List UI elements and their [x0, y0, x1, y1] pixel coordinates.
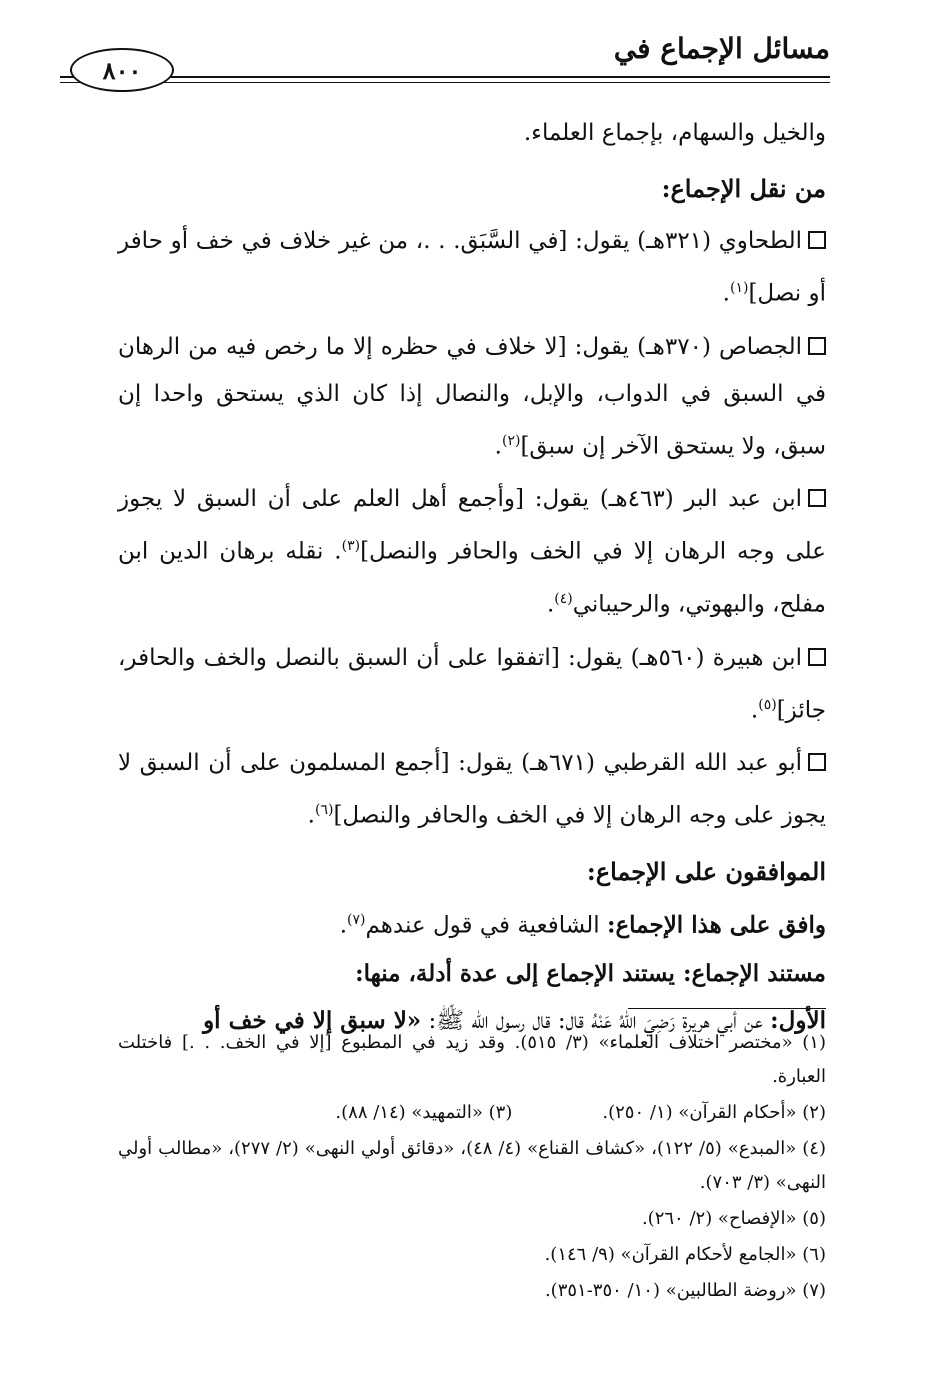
paragraph: الأول: عن أبي هريرة رَضِيَ اللهُ عَنْهُ قال: قال رسول الله ﷺ: «لا سبق إلا في خف أو [203, 1006, 826, 1034]
checkbox-icon [808, 231, 826, 249]
running-title: مسائل الإجماع في [613, 32, 830, 65]
section-heading: الموافقون على الإجماع: [586, 856, 826, 886]
agree-label: وافق على هذا الإجماع: [606, 911, 826, 939]
page-header [60, 18, 830, 90]
footnote: (١) «مختصر اختلاف العلماء» (٣/ ٥١٥). وقد زيد في المطبوع [إلا في الخف. . .] فاختلت العبارة. [118, 1032, 826, 1087]
footnote-ref[interactable]: (٥) [758, 696, 777, 713]
footnote: (٧) «روضة الطالبين» (١٠/ ٣٥٠-٣٥١). [544, 1280, 826, 1301]
checkbox-icon [808, 489, 826, 507]
paragraph: وافق على هذا الإجماع: الشافعية في قول عندهم$^{(٧)}$. [339, 911, 826, 939]
footnote-ref[interactable]: (٧) [347, 911, 366, 928]
footnote-ref[interactable]: (٣) [341, 538, 361, 555]
list-item: الجصاص (٣٧٠هـ) يقول: [لا خلاف في حظره إلا ما رخص فيه من الرهان في السبق في الدواب، والإبل، والنصال إذا كان الذي يستحق واحدا إن سبق، ولا يستحق الآخر إن سبق]$^{(٢)}$. [118, 333, 826, 460]
list-item: الطحاوي (٣٢١هـ) يقول: [في السَّبَق. . .، من غير خلاف في خف أو حافر أو نصل]$^{(١)}$. [118, 228, 826, 307]
main-text [118, 110, 826, 1045]
spacer [512, 1096, 602, 1130]
footnote: (٤) «المبدع» (٥/ ١٢٢)، «كشاف القناع» (٤/ ٤٨)، «دقائق أولي النهى» (٢/ ٢٧٧)، «مطالب أولي النهى» (٣/ ٧٠٣). [118, 1138, 826, 1193]
checkbox-icon [808, 337, 826, 355]
list-item: ابن هبيرة (٥٦٠هـ) يقول: [اتفقوا على أن السبق بالنصل والخف والحافر، جائز]$^{(٥)}$. [118, 644, 826, 724]
footnote-ref[interactable]: (٦) [314, 802, 334, 819]
header-rule [60, 76, 830, 78]
list-item: ابن عبد البر (٤٦٣هـ) يقول: [وأجمع أهل العلم على أن السبق لا يجوز على وجه الرهان إلا في الخف والحافر والنصل]$^{(٣)}$. نقله برهان الدين ابن مفلح، والبهوتي، والرحيباني$^{(٤)}$. [118, 486, 826, 618]
section-heading: من نقل الإجماع: [661, 174, 826, 203]
hadith-text: «لا سبق إلا في خف أو [203, 1006, 422, 1034]
footnote: (٥) «الإفصاح» (٢/ ٢٦٠). [641, 1208, 826, 1229]
footnote: (٦) «الجامع لأحكام القرآن» (٩/ ١٤٦). [544, 1244, 826, 1265]
footnote-separator [628, 1008, 826, 1009]
footnote: (٢) «أحكام القرآن» (١/ ٢٥٠). [602, 1102, 826, 1123]
footnote-row [118, 1096, 826, 1130]
paragraph: والخيل والسهام، بإجماع العلماء. [523, 120, 826, 146]
footnote-ref[interactable]: (٤) [554, 590, 573, 607]
paragraph: مستند الإجماع: يستند الإجماع إلى عدة أدلة، منها: [355, 959, 826, 987]
checkbox-icon [808, 648, 826, 666]
footnotes [118, 1026, 826, 1310]
page-number: ٨٠٠ [70, 48, 174, 92]
header-rule-thin [60, 82, 830, 83]
footnote: (٣) «التمهيد» (١٤/ ٨٨). [335, 1102, 513, 1123]
first-label: الأول: [770, 1006, 826, 1034]
footnote-ref[interactable]: (٢) [501, 432, 521, 449]
footnote-ref[interactable]: (١) [729, 280, 749, 296]
list-item: أبو عبد الله القرطبي (٦٧١هـ) يقول: [أجمع المسلمون على أن السبق لا يجوز على وجه الرهان إلا في الخف والحافر والنصل]$^{(٦)}$. [118, 750, 826, 829]
checkbox-icon [808, 753, 826, 771]
